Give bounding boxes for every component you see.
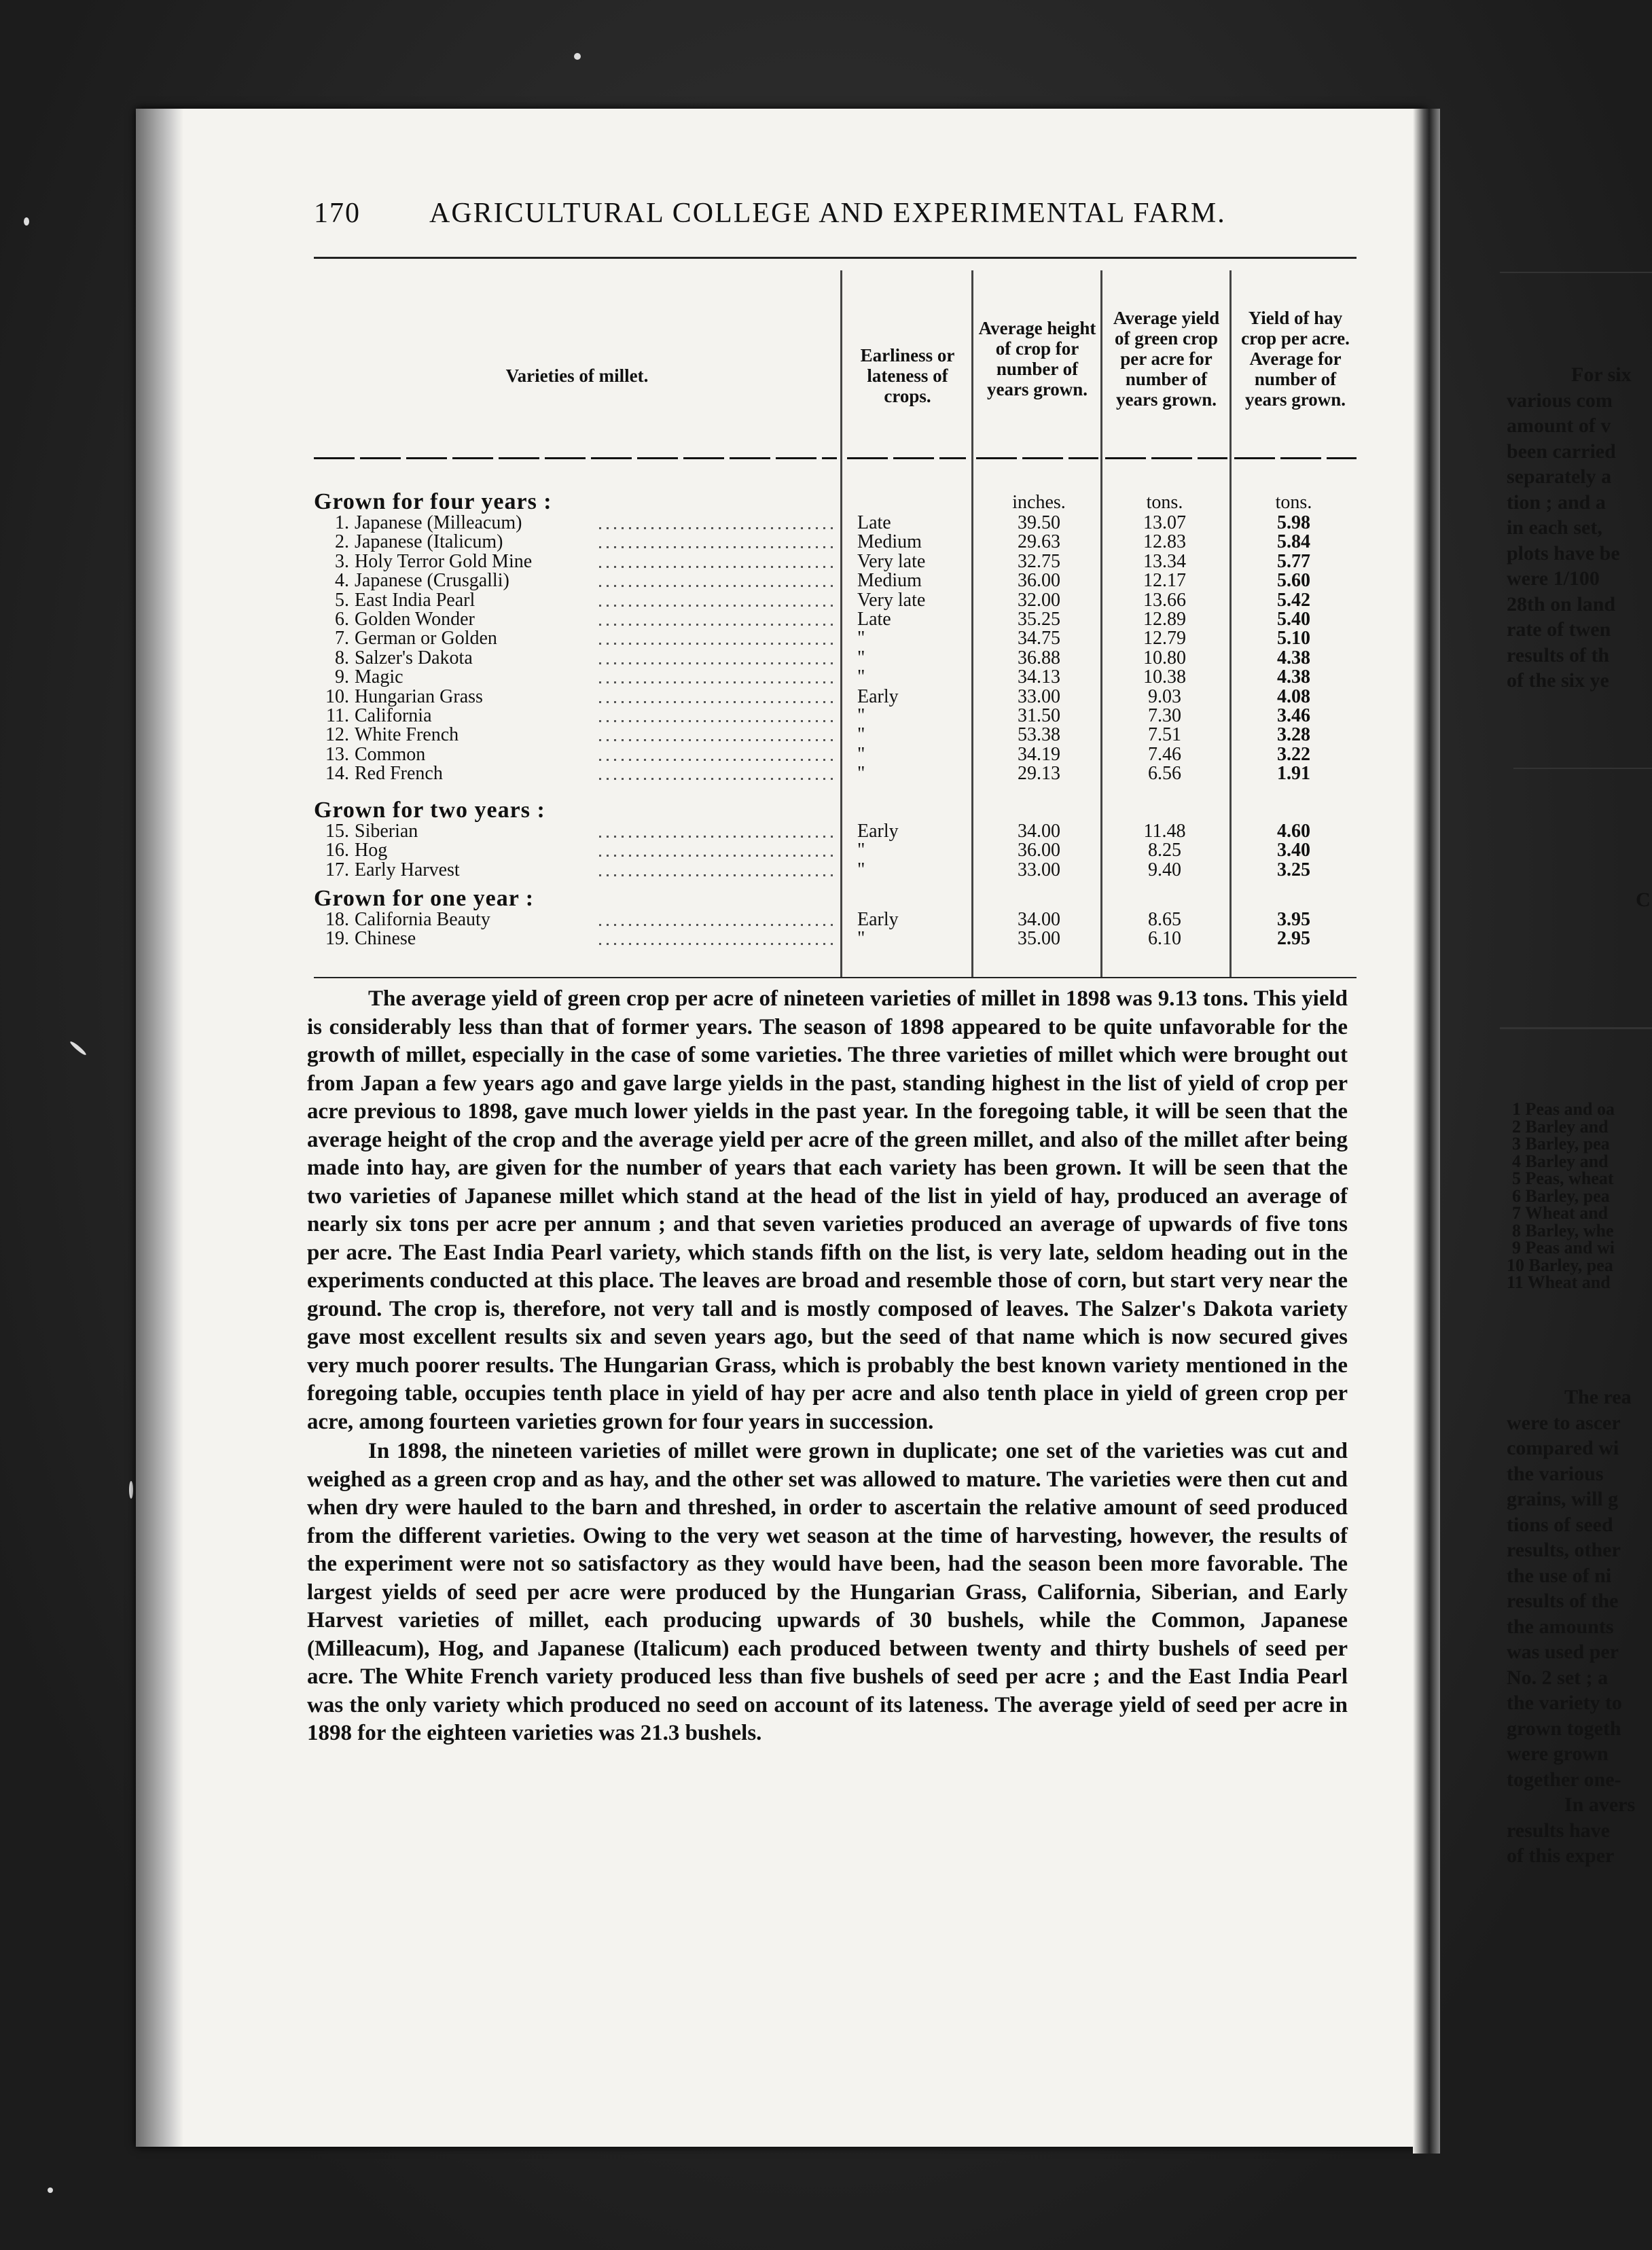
column-rule [840, 270, 842, 977]
right-text-line: 7 Wheat and [1512, 1203, 1609, 1223]
row-number: 6. [335, 609, 349, 630]
dot-leader [599, 662, 833, 664]
right-text-line: 8 Barley, whe [1512, 1220, 1614, 1240]
header-rule [314, 457, 837, 459]
variety-name: Japanese (Milleacum) [355, 514, 522, 533]
variety-name: East India Pearl [355, 590, 475, 610]
earliness: Early [857, 685, 899, 707]
avg-hay-yield: 5.77 [1277, 550, 1310, 572]
dust-speck [24, 217, 29, 226]
header-rule [1234, 457, 1357, 459]
dot-leader [599, 924, 833, 926]
variety-name: Red French [355, 764, 443, 784]
dot-leader [599, 855, 833, 857]
right-text-line: grains, will g [1507, 1488, 1619, 1510]
dot-leader [599, 643, 833, 645]
avg-green-yield: 10.38 [1143, 666, 1186, 688]
avg-hay-yield: 4.38 [1277, 647, 1310, 668]
avg-green-yield: 13.07 [1143, 512, 1186, 533]
right-text-line: together one- [1507, 1768, 1621, 1791]
right-text-line: 9 Peas and wi [1512, 1238, 1615, 1257]
earliness: " [857, 666, 865, 688]
avg-height: 35.25 [1018, 609, 1060, 630]
dot-leader [599, 624, 833, 626]
right-text-line: No. 2 set ; a [1507, 1666, 1609, 1689]
right-text-line: tions of seed [1507, 1513, 1613, 1536]
right-text-line: amount of v [1507, 414, 1611, 437]
row-number: 18. [325, 909, 349, 930]
body-text [307, 985, 1348, 1748]
variety-name: Hog [355, 841, 388, 861]
dot-leader [599, 759, 833, 761]
dot-leader [599, 605, 833, 607]
avg-height: 34.75 [1018, 628, 1060, 649]
dot-leader [599, 720, 833, 722]
variety-name: California [355, 707, 432, 726]
earliness: Medium [857, 570, 922, 592]
avg-green-yield: 6.10 [1148, 928, 1181, 950]
avg-height: 32.75 [1018, 550, 1060, 572]
right-text-line: 1 Peas and oa [1512, 1099, 1615, 1119]
avg-height: 33.00 [1018, 685, 1060, 707]
row-number: 4. [335, 570, 349, 592]
avg-hay-yield: 3.40 [1277, 840, 1310, 861]
avg-hay-yield: 4.08 [1277, 685, 1310, 707]
avg-height: 34.19 [1018, 743, 1060, 765]
right-text-line: 10 Barley, pea [1507, 1255, 1613, 1275]
earliness: Late [857, 512, 891, 533]
group-label: Grown for one year : [314, 886, 535, 911]
avg-green-yield: 8.25 [1148, 840, 1181, 861]
avg-green-yield: 13.34 [1143, 550, 1186, 572]
col-header-variety: Varieties of millet. [505, 365, 649, 386]
row-number: 19. [325, 928, 349, 950]
earliness: " [857, 628, 865, 649]
header-rule [976, 457, 1098, 459]
row-number: 12. [325, 724, 349, 746]
avg-hay-yield: 4.38 [1277, 666, 1310, 688]
dot-leader [599, 836, 833, 838]
paragraph: In 1898, the nineteen varieties of millet were grown in duplicate; one set of the varieties was cut and weighed as a green crop and as hay, and the other set was allowed to mature. The varieties were then cut and when dry were hauled to the barn and threshed, in order to ascertain the relative amount of seed produced from the different varieties. Owing to the very wet season at the time of harvesting, however, the results of the experiment were not so satisfactory as they would have been, had the season been more favorable. The largest yields of seed per acre were produced by the Hungarian Grass, California, Siberian, and Early Harvest varieties of millet, each producing upwards of 30 bushels, while the Common, Japanese (Milleacum), Hog, and Japanese (Italicum) each produced between twenty and thirty bushels of seed per acre. The White French variety produced less than five bushels of seed per acre ; and the East India Pearl was the only variety which produced no seed on account of its lateness. The average yield of seed per acre in 1898 for the eighteen varieties was 21.3 bushels. [307, 1439, 1348, 1745]
avg-hay-yield: 5.42 [1277, 589, 1310, 611]
right-text-line: been carried [1507, 440, 1616, 463]
right-text-line: separately a [1507, 465, 1612, 488]
right-text-line: were grown [1507, 1743, 1609, 1765]
right-top-rule [1500, 272, 1652, 273]
right-text-line: the use of ni [1507, 1564, 1612, 1587]
millet-table [314, 257, 1357, 979]
right-text-line: in each set, [1507, 516, 1602, 539]
right-text-line: results of the [1507, 1590, 1619, 1612]
avg-height: 36.00 [1018, 840, 1060, 861]
dot-leader [599, 527, 833, 529]
earliness: " [857, 743, 865, 765]
unit-green: tons. [1146, 492, 1183, 513]
right-text-line: 2 Barley and [1512, 1116, 1609, 1137]
earliness: Early [857, 909, 899, 930]
avg-hay-yield: 3.28 [1277, 724, 1310, 746]
variety-name: Hungarian Grass [355, 687, 483, 707]
right-text-line: The rea [1564, 1386, 1632, 1408]
unit-hay: tons. [1275, 492, 1312, 513]
variety-name: Holy Terror Gold Mine [355, 552, 533, 571]
right-text-line: For six [1571, 363, 1632, 386]
avg-height: 35.00 [1018, 928, 1060, 950]
variety-name: Golden Wonder [355, 610, 475, 629]
row-number: 17. [325, 859, 349, 880]
right-text-line: results, other [1507, 1539, 1621, 1561]
right-list-rule [1500, 1027, 1652, 1029]
avg-green-yield: 12.17 [1143, 570, 1186, 592]
row-number: 8. [335, 647, 349, 668]
row-number: 7. [335, 628, 349, 649]
dust-speck [574, 53, 581, 60]
variety-name: Salzer's Dakota [355, 648, 473, 668]
row-number: 14. [325, 763, 349, 785]
avg-hay-yield: 5.60 [1277, 570, 1310, 592]
right-page-fragment [1432, 109, 1652, 2154]
avg-green-yield: 7.51 [1148, 724, 1181, 746]
earliness: Late [857, 609, 891, 630]
avg-hay-yield: 5.10 [1277, 628, 1310, 649]
avg-height: 32.00 [1018, 589, 1060, 611]
earliness: " [857, 647, 865, 668]
avg-height: 34.00 [1018, 909, 1060, 930]
dust-speck [129, 1481, 133, 1499]
column-rule [1229, 270, 1232, 977]
earliness: " [857, 859, 865, 880]
variety-name: White French [355, 726, 459, 745]
table-top-rule [314, 257, 1357, 259]
avg-green-yield: 12.83 [1143, 531, 1186, 553]
variety-name: Common [355, 745, 426, 764]
variety-name: Early Harvest [355, 860, 460, 880]
avg-hay-yield: 5.40 [1277, 609, 1310, 630]
avg-hay-yield: 3.25 [1277, 859, 1310, 880]
right-text-line: were 1/100 [1507, 567, 1600, 590]
avg-hay-yield: 1.91 [1277, 763, 1310, 785]
dot-leader [599, 874, 833, 876]
right-text-line: tion ; and a [1507, 490, 1606, 514]
row-number: 1. [335, 512, 349, 533]
right-text-line: 5 Peas, wheat [1512, 1168, 1614, 1188]
header-rule [847, 457, 966, 459]
earliness: " [857, 724, 865, 746]
avg-height: 34.13 [1018, 666, 1060, 688]
right-text-line: rate of twen [1507, 618, 1611, 641]
row-number: 16. [325, 840, 349, 861]
right-mid-letter: C [1636, 889, 1651, 911]
avg-green-yield: 13.66 [1143, 589, 1186, 611]
avg-hay-yield: 4.60 [1277, 821, 1310, 842]
variety-name: Japanese (Crusgalli) [355, 571, 509, 591]
avg-height: 33.00 [1018, 859, 1060, 880]
variety-name: Chinese [355, 929, 416, 949]
avg-green-yield: 12.89 [1143, 609, 1186, 630]
avg-hay-yield: 3.22 [1277, 743, 1310, 765]
dot-leader [599, 566, 833, 568]
avg-green-yield: 11.48 [1143, 821, 1186, 842]
col-header-height: Average height of crop for number of years grown. [978, 318, 1096, 399]
avg-green-yield: 9.40 [1148, 859, 1181, 880]
avg-hay-yield: 5.98 [1277, 512, 1310, 533]
right-text-line: the amounts [1507, 1615, 1614, 1638]
column-rule [971, 270, 973, 977]
page-binding-shadow [136, 109, 183, 2147]
dot-leader [599, 546, 833, 548]
avg-green-yield: 7.30 [1148, 705, 1181, 726]
dot-leader [599, 701, 833, 703]
right-text-line: the variety to [1507, 1692, 1622, 1714]
row-number: 2. [335, 531, 349, 553]
earliness: " [857, 840, 865, 861]
right-mid-rule [1513, 768, 1652, 769]
running-head: AGRICULTURAL COLLEGE AND EXPERIMENTAL FARM. [429, 198, 1226, 229]
page-header [314, 197, 1285, 238]
earliness: " [857, 928, 865, 950]
row-number: 15. [325, 821, 349, 842]
avg-hay-yield: 3.95 [1277, 909, 1310, 930]
row-number: 10. [325, 685, 349, 707]
avg-height: 29.13 [1018, 763, 1060, 785]
right-text-line: grown togeth [1507, 1717, 1621, 1740]
earliness: Medium [857, 531, 922, 553]
paragraph: The average yield of green crop per acre of nineteen varieties of millet in 1898 was 9.13 tons. This yield is considerably less than that of former years. The season of 1898 appeared to be quite unfavorable for the growth of millet, especially in the case of some varieties. The three varieties of millet which were brought out from Japan a few years ago and gave large yields in the past, standing highest in the list of yield of crop per acre previous to 1898, gave much lower yields in the past year. In the foregoing table, it will be seen that the average height of the crop and the average yield per acre of the green millet, and also of the millet after being made into hay, are given for the number of years that each variety has been grown. It will be seen that the two varieties of Japanese millet which stand at the head of the list in yield of hay, produced an average of nearly six tons per acre per annum ; and that seven varieties produced an average of upwards of five tons per acre. The East India Pearl variety, which stands fifth on the list, is very late, seldom heading out in the experiments conducted at this place. The leaves are broad and resemble those of corn, but start very near the ground. The crop is, therefore, not very tall and is mostly composed of leaves. The Salzer's Dakota variety gave most excellent results six and seven years ago, but the seed of that name which is now secured gives very much poorer results. The Hungarian Grass, which is probably the best known variety mentioned in the foregoing table, occupies tenth place in yield of hay per acre and also tenth place in yield of green crop per acre, among fourteen varieties grown for four years in succession. [307, 986, 1348, 1434]
header-rule [1105, 457, 1227, 459]
earliness: Very late [857, 589, 926, 611]
variety-name: California Beauty [355, 910, 490, 929]
variety-name: Siberian [355, 822, 418, 841]
right-text-line: 4 Barley and [1512, 1151, 1609, 1171]
avg-hay-yield: 3.46 [1277, 705, 1310, 726]
earliness: " [857, 705, 865, 726]
avg-height: 29.63 [1018, 531, 1060, 553]
avg-green-yield: 10.80 [1143, 647, 1186, 668]
dot-leader [599, 739, 833, 741]
dot-leader [599, 681, 833, 683]
right-text-line: 28th on land [1507, 592, 1616, 615]
avg-green-yield: 8.65 [1148, 909, 1181, 930]
row-number: 9. [335, 666, 349, 688]
table-bottom-rule [314, 977, 1357, 978]
right-text-line: of this exper [1507, 1844, 1615, 1867]
avg-height: 36.88 [1018, 647, 1060, 668]
row-number: 5. [335, 589, 349, 611]
avg-height: 39.50 [1018, 512, 1060, 533]
column-rule [1100, 270, 1102, 977]
avg-hay-yield: 5.84 [1277, 531, 1310, 553]
page-number: 170 [314, 198, 361, 229]
right-text-line: 11 Wheat and [1507, 1272, 1611, 1292]
right-text-line: were to ascer [1507, 1411, 1621, 1434]
row-number: 11. [326, 705, 349, 726]
earliness: " [857, 763, 865, 785]
right-text-line: various com [1507, 389, 1613, 412]
right-text-line: 6 Barley, pea [1512, 1185, 1610, 1206]
row-number: 3. [335, 550, 349, 572]
earliness: Very late [857, 550, 926, 572]
row-number: 13. [325, 743, 349, 765]
avg-green-yield: 6.56 [1148, 763, 1181, 785]
col-header-hay: Yield of hay crop per acre. Average for number of years grown. [1241, 308, 1350, 410]
right-text-line: the various [1507, 1462, 1604, 1485]
right-text-line: 3 Barley, pea [1512, 1134, 1610, 1154]
earliness: Early [857, 821, 899, 842]
col-header-green: Average yield of green crop per acre for number of years grown. [1113, 308, 1220, 410]
avg-green-yield: 12.79 [1143, 628, 1186, 649]
avg-green-yield: 9.03 [1148, 685, 1181, 707]
avg-hay-yield: 2.95 [1277, 928, 1310, 950]
avg-height: 36.00 [1018, 570, 1060, 592]
right-text-line: results have [1507, 1819, 1610, 1842]
right-text-line: In avers [1564, 1793, 1636, 1816]
variety-name: Japanese (Italicum) [355, 533, 503, 552]
variety-name: Magic [355, 668, 403, 688]
dot-leader [599, 943, 833, 945]
dot-leader [599, 585, 833, 587]
right-text-line: results of th [1507, 643, 1610, 666]
dot-leader [599, 778, 833, 780]
dust-speck [48, 2188, 53, 2193]
avg-height: 34.00 [1018, 821, 1060, 842]
group-label: Grown for four years : [314, 489, 552, 514]
right-text-line: of the six ye [1507, 669, 1609, 692]
avg-height: 53.38 [1018, 724, 1060, 746]
right-text-line: plots have be [1507, 541, 1620, 565]
col-header-earliness: Earliness or lateness of crops. [860, 345, 955, 406]
unit-height: inches. [1012, 492, 1066, 513]
avg-green-yield: 7.46 [1148, 743, 1181, 765]
right-text-line: was used per [1507, 1641, 1619, 1663]
variety-name: German or Golden [355, 629, 497, 649]
group-label: Grown for two years : [314, 798, 545, 823]
right-text-line: compared wi [1507, 1437, 1619, 1459]
avg-height: 31.50 [1018, 705, 1060, 726]
